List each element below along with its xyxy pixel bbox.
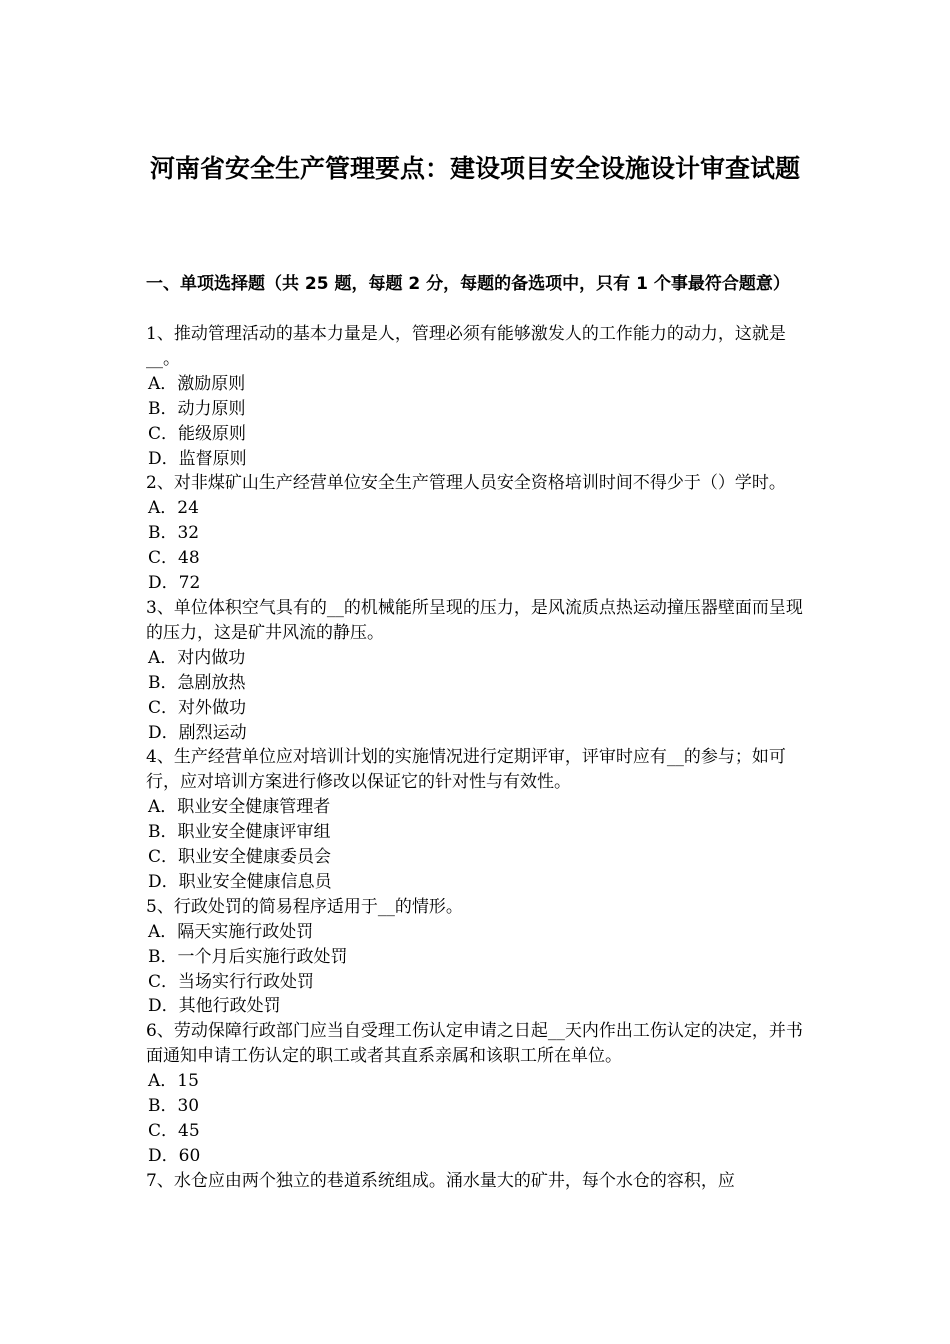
question-text: 3、单位体积空气具有的__的机械能所呈现的压力，是风流质点热运动撞压器壁面而呈现的压力，这是矿井风流的静压。 (146, 597, 803, 643)
option-d: D．其他行政处罚 (148, 996, 281, 1017)
option-a: A．15 (148, 1071, 199, 1092)
question-text: 2、对非煤矿山生产经营单位安全生产管理人员安全资格培训时间不得少于（）学时。 (146, 473, 786, 494)
option-d: D．剧烈运动 (148, 722, 247, 743)
document-title: 河南省安全生产管理要点：建设项目安全设施设计审查试题 (149, 154, 800, 183)
option-b: B．一个月后实施行政处罚 (148, 946, 348, 967)
question-text: 4、生产经营单位应对培训计划的实施情况进行定期评审，评审时应有__的参与；如可行，应对培训方案进行修改以保证它的针对性与有效性。 (146, 747, 786, 793)
option-c: C．对外做功 (148, 697, 247, 718)
question-list (146, 322, 818, 1194)
option-a: A．24 (148, 498, 199, 519)
question-text: 5、行政处罚的简易程序适用于__的情形。 (146, 896, 463, 917)
option-a: A．隔天实施行政处罚 (148, 921, 314, 942)
question-block (146, 322, 818, 471)
option-c: C．45 (148, 1121, 200, 1141)
option-b: B．职业安全健康评审组 (148, 822, 331, 843)
option-a: A．激励原则 (148, 373, 246, 394)
option-d: D．72 (148, 573, 201, 594)
question-text: 7、水仓应由两个独立的巷道系统组成。涌水量大的矿井，每个水仓的容积，应 (146, 1170, 735, 1191)
option-d: D．60 (148, 1145, 201, 1166)
option-b: B．动力原则 (148, 398, 246, 419)
section-heading: 一、单项选择题（共 25 题，每题 2 分，每题的备选项中，只有 1 个事最符合题意） (146, 274, 790, 294)
option-b: B．急剧放热 (148, 672, 246, 693)
question-block (146, 745, 818, 894)
option-c: C．能级原则 (148, 423, 247, 444)
option-b: B．30 (148, 1096, 200, 1117)
option-d: D．职业安全健康信息员 (148, 871, 332, 892)
question-block (146, 1169, 818, 1194)
question-text: 6、劳动保障行政部门应当自受理工伤认定申请之日起__天内作出工伤认定的决定，并书面通知申请工伤认定的职工或者其直系亲属和该职工所在单位。 (146, 1021, 803, 1067)
option-a: A．职业安全健康管理者 (148, 797, 331, 818)
question-block (146, 1019, 818, 1168)
option-b: B．32 (148, 523, 200, 544)
question-block (146, 471, 818, 596)
question-block (146, 596, 818, 745)
option-d: D．监督原则 (148, 448, 247, 469)
option-c: C．48 (148, 548, 200, 569)
option-c: C．职业安全健康委员会 (148, 847, 332, 868)
option-a: A．对内做功 (148, 647, 246, 668)
question-text: 1、推动管理活动的基本力量是人，管理必须有能够激发人的工作能力的动力，这就是__。 (146, 324, 786, 369)
question-block (146, 895, 818, 1020)
option-c: C．当场实行行政处罚 (148, 971, 315, 992)
